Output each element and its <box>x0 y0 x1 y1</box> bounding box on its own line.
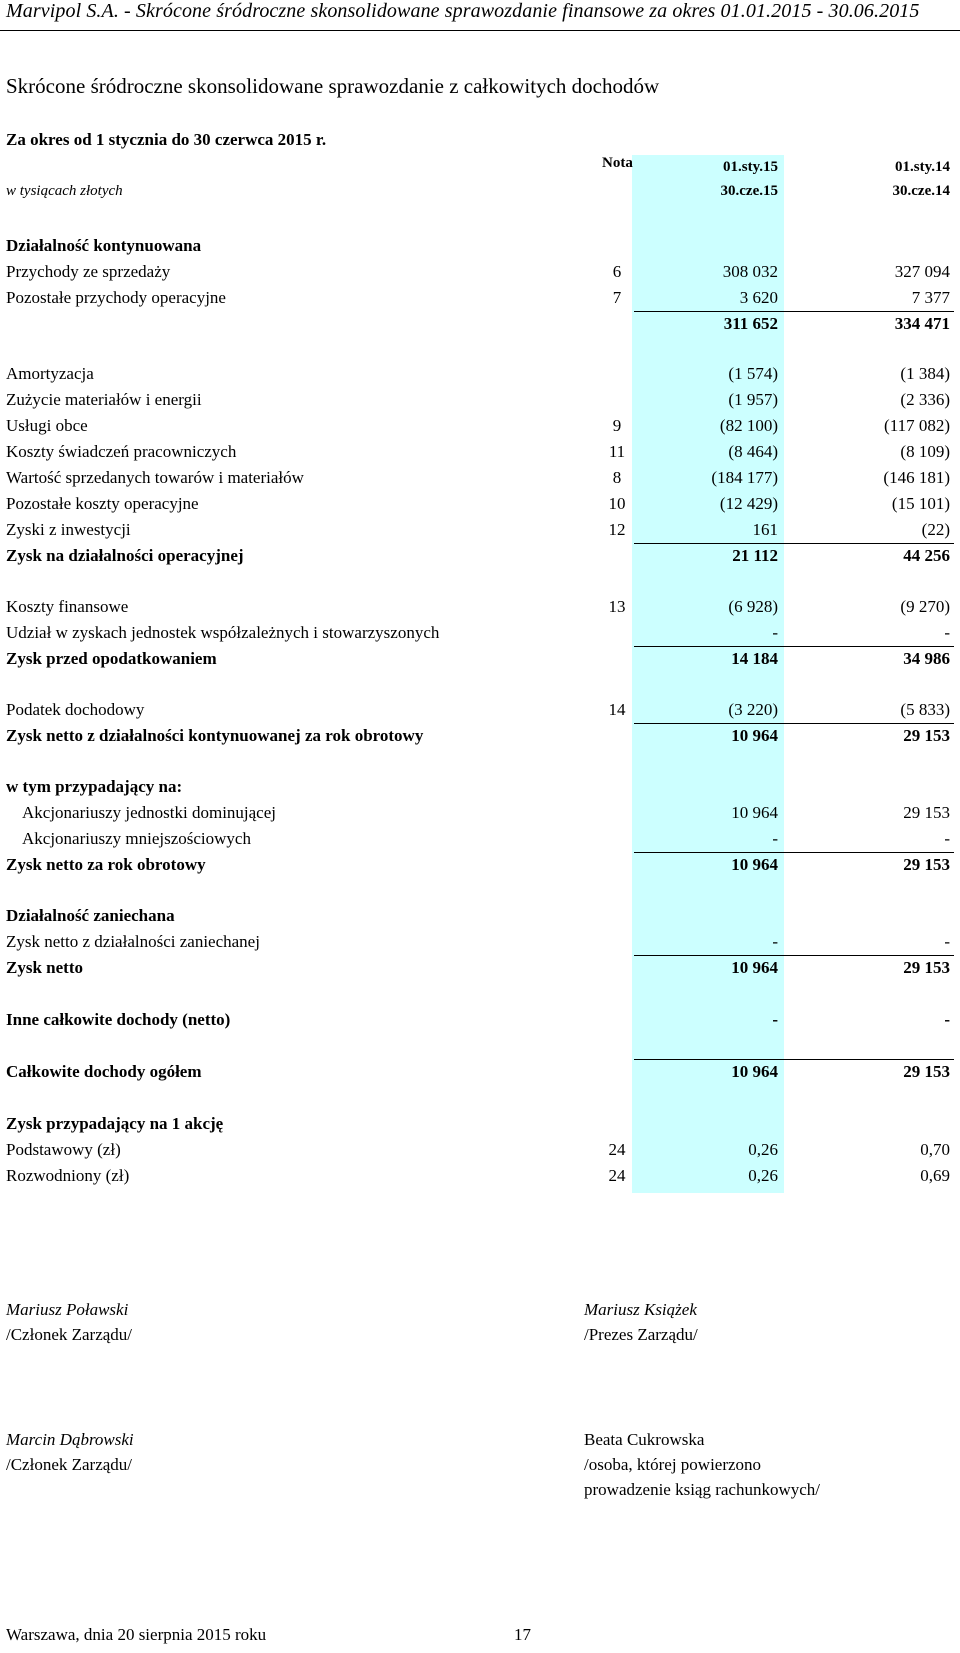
row-label: Koszty świadczeń pracowniczych <box>6 442 237 461</box>
row-value-prior: 0,70 <box>920 1140 950 1159</box>
row-value-prior: 29 153 <box>903 1062 950 1081</box>
row-value-current: (12 429) <box>719 494 778 513</box>
row-value-current: - <box>772 829 778 848</box>
row-label: Podatek dochodowy <box>6 700 145 719</box>
table-row <box>0 364 960 388</box>
row-label: Koszty finansowe <box>6 597 129 616</box>
row-label: Wartość sprzedanych towarów i materiałów <box>6 468 304 487</box>
row-value-prior: - <box>944 932 950 951</box>
row-value-prior: (8 109) <box>900 442 950 461</box>
table-row <box>0 416 960 440</box>
row-value-current: - <box>772 932 778 951</box>
table-row <box>0 932 960 956</box>
row-note: 12 <box>608 520 626 539</box>
row-value-prior: (22) <box>921 520 950 539</box>
row-label: Zysk przed opodatkowaniem <box>6 649 217 668</box>
table-row <box>0 314 960 338</box>
row-value-prior: 334 471 <box>894 314 950 333</box>
row-value-prior: (9 270) <box>900 597 950 616</box>
row-label: Zysk netto z działalności kontynuowanej za rok obrotowy <box>6 726 424 745</box>
row-label: Przychody ze sprzedaży <box>6 262 171 281</box>
table-row <box>0 623 960 647</box>
row-value-prior: (1 384) <box>900 364 950 383</box>
row-note: 10 <box>608 494 626 513</box>
subtotal-rule <box>634 723 954 724</box>
row-value-current: (82 100) <box>719 416 778 435</box>
row-label: w tym przypadający na: <box>6 777 183 796</box>
row-value-current: 10 964 <box>731 803 778 822</box>
subtotal-rule <box>634 543 954 544</box>
subtotal-rule <box>634 311 954 312</box>
row-value-current: 0,26 <box>748 1166 778 1185</box>
row-value-current: 14 184 <box>731 649 778 668</box>
table-row <box>0 494 960 518</box>
row-value-current: 21 112 <box>732 546 778 565</box>
table-row <box>0 262 960 286</box>
subtotal-rule <box>634 852 954 853</box>
row-value-current: 161 <box>752 520 778 539</box>
row-value-prior: - <box>944 1010 950 1029</box>
row-value-current: (1 574) <box>728 364 778 383</box>
row-label: Pozostałe koszty operacyjne <box>6 494 199 513</box>
signature-role-4: /osoba, której powierzono <box>584 1455 762 1474</box>
row-value-prior: (5 833) <box>900 700 950 719</box>
row-value-prior: (146 181) <box>883 468 950 487</box>
row-label: Zysk netto <box>6 958 83 977</box>
row-value-current: - <box>772 1010 778 1029</box>
row-note: 6 <box>612 262 622 281</box>
table-row <box>0 777 960 801</box>
table-row <box>0 1114 960 1138</box>
row-value-current: 10 964 <box>731 855 778 874</box>
row-value-current: (3 220) <box>728 700 778 719</box>
row-value-prior: 44 256 <box>903 546 950 565</box>
row-value-prior: 29 153 <box>903 958 950 977</box>
table-row <box>0 442 960 466</box>
units-label: w tysiącach złotych <box>6 183 123 199</box>
col2-to-header: 30.cze.14 <box>892 183 950 199</box>
row-value-prior: 0,69 <box>920 1166 950 1185</box>
row-label: Działalność zaniechana <box>6 906 175 925</box>
row-value-prior: 29 153 <box>903 855 950 874</box>
table-row <box>0 906 960 930</box>
row-label: Akcjonariuszy jednostki dominującej <box>22 803 276 822</box>
subtotal-rule <box>634 1059 954 1060</box>
reporting-period: Za okres od 1 stycznia do 30 czerwca 2015 r. <box>6 130 327 149</box>
row-note: 24 <box>608 1166 626 1185</box>
table-row <box>0 726 960 750</box>
table-row <box>0 597 960 621</box>
col2-from-header: 01.sty.14 <box>894 159 950 175</box>
table-row <box>0 803 960 827</box>
row-label: Zysk netto za rok obrotowy <box>6 855 206 874</box>
row-label: Amortyzacja <box>6 364 94 383</box>
page-header-title: Marvipol S.A. - Skrócone śródroczne skonsolidowane sprawozdanie finansowe za okres 01.01.2015 - 30.06.2015 <box>6 0 920 22</box>
col1-to-header: 30.cze.15 <box>720 183 778 199</box>
row-value-prior: (2 336) <box>900 390 950 409</box>
subtotal-rule <box>634 646 954 647</box>
signature-name-2: Mariusz Książek <box>584 1300 697 1319</box>
row-label: Całkowite dochody ogółem <box>6 1062 202 1081</box>
table-row <box>0 1140 960 1164</box>
row-value-current: 0,26 <box>748 1140 778 1159</box>
row-note: 9 <box>612 416 622 435</box>
row-label: Udział w zyskach jednostek współzależnych i stowarzyszonych <box>6 623 440 642</box>
row-label: Rozwodniony (zł) <box>6 1166 130 1185</box>
row-label: Działalność kontynuowana <box>6 236 202 255</box>
row-note: 8 <box>612 468 622 487</box>
row-value-prior: 34 986 <box>903 649 950 668</box>
col1-from-header: 01.sty.15 <box>722 159 778 175</box>
row-value-current: 308 032 <box>722 262 778 281</box>
table-row <box>0 855 960 879</box>
table-row <box>0 236 960 260</box>
row-value-prior: - <box>944 623 950 642</box>
row-value-prior: 327 094 <box>894 262 950 281</box>
table-row <box>0 390 960 414</box>
row-value-prior: - <box>944 829 950 848</box>
subtotal-rule <box>634 955 954 956</box>
signature-role-3: /Członek Zarządu/ <box>6 1455 133 1474</box>
table-row <box>0 1166 960 1190</box>
signature-name-3: Marcin Dąbrowski <box>6 1430 134 1449</box>
footer-place-date: Warszawa, dnia 20 sierpnia 2015 roku <box>6 1625 267 1644</box>
row-note: 11 <box>608 442 626 461</box>
table-row <box>0 829 960 853</box>
row-label: Zużycie materiałów i energii <box>6 390 202 409</box>
table-row <box>0 1062 960 1086</box>
row-value-current: 311 652 <box>723 314 778 333</box>
header-divider <box>0 30 960 31</box>
row-value-current: (8 464) <box>728 442 778 461</box>
row-note: 7 <box>612 288 622 307</box>
statement-title: Skrócone śródroczne skonsolidowane sprawozdanie z całkowitych dochodów <box>6 74 660 98</box>
row-label: Zyski z inwestycji <box>6 520 131 539</box>
row-label: Podstawowy (zł) <box>6 1140 121 1159</box>
row-value-current: - <box>772 623 778 642</box>
row-value-current: 10 964 <box>731 1062 778 1081</box>
row-value-prior: (117 082) <box>884 416 950 435</box>
row-label: Inne całkowite dochody (netto) <box>6 1010 231 1029</box>
row-note: 13 <box>608 597 626 616</box>
table-row <box>0 546 960 570</box>
table-row <box>0 288 960 312</box>
row-note: 24 <box>608 1140 626 1159</box>
signature-name-4: Beata Cukrowska <box>584 1430 705 1449</box>
row-value-current: 10 964 <box>731 726 778 745</box>
row-label: Zysk na działalności operacyjnej <box>6 546 244 565</box>
signature-name-1: Mariusz Poławski <box>6 1300 129 1319</box>
row-value-current: 3 620 <box>739 288 778 307</box>
row-value-current: 10 964 <box>731 958 778 977</box>
table-row <box>0 468 960 492</box>
row-label: Akcjonariuszy mniejszościowych <box>22 829 251 848</box>
table-row <box>0 700 960 724</box>
signature-role-2: /Prezes Zarządu/ <box>584 1325 698 1344</box>
signature-role-1: /Członek Zarządu/ <box>6 1325 133 1344</box>
row-value-prior: 29 153 <box>903 803 950 822</box>
row-label: Zysk przypadający na 1 akcję <box>6 1114 224 1133</box>
table-row <box>0 649 960 673</box>
row-label: Pozostałe przychody operacyjne <box>6 288 226 307</box>
row-label: Usługi obce <box>6 416 88 435</box>
table-row <box>0 520 960 544</box>
table-row <box>0 1010 960 1034</box>
table-row <box>0 958 960 982</box>
row-value-current: (184 177) <box>711 468 778 487</box>
row-value-prior: 7 377 <box>911 288 950 307</box>
row-label: Zysk netto z działalności zaniechanej <box>6 932 260 951</box>
row-value-prior: (15 101) <box>891 494 950 513</box>
page-number: 17 <box>514 1625 531 1644</box>
row-value-current: (1 957) <box>728 390 778 409</box>
row-note: 14 <box>608 700 626 719</box>
row-value-prior: 29 153 <box>903 726 950 745</box>
note-column-header: Nota <box>602 155 633 171</box>
row-value-current: (6 928) <box>728 597 778 616</box>
signature-role-4-line2: prowadzenie ksiąg rachunkowych/ <box>584 1480 821 1499</box>
